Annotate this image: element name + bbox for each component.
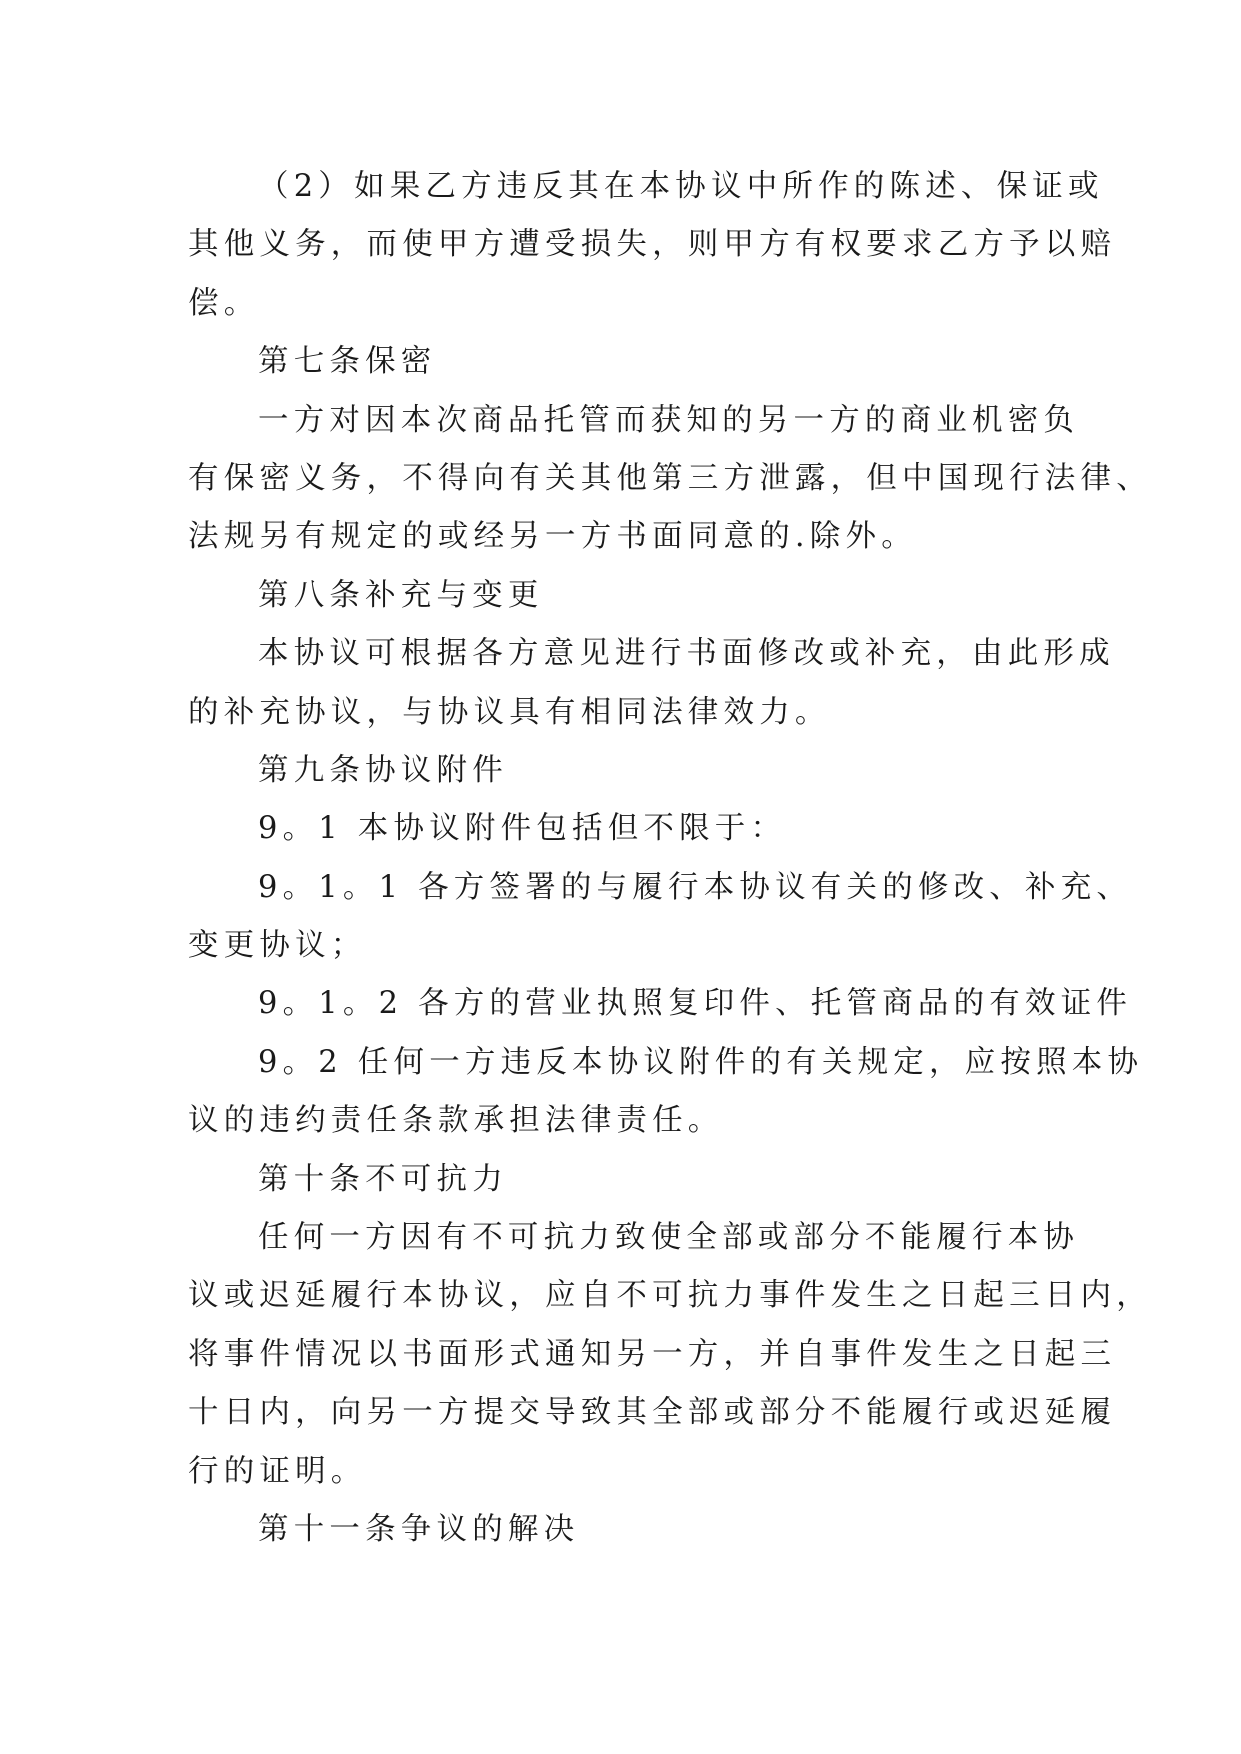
text-line: 将事件情况以书面形式通知另一方，并自事件发生之日起三 <box>188 1336 1117 1372</box>
text-line: 9。1。2 各方的营业执照复印件、托管商品的有效证件 <box>258 986 1133 1022</box>
text-line: 的补充协议，与协议具有相同法律效力。 <box>188 694 831 730</box>
text-line: 行的证明。 <box>188 1453 367 1489</box>
text-line: 议或迟延履行本协议，应自不可抗力事件发生之日起三日内， <box>188 1278 1152 1314</box>
text-line: 任何一方因有不可抗力致使全部或部分不能履行本协 <box>258 1220 1080 1256</box>
section-heading: 第八条补充与变更 <box>258 577 544 613</box>
text-line: 议的违约责任条款承担法律责任。 <box>188 1103 724 1139</box>
text-line: 9。2 任何一方违反本协议附件的有关规定，应按照本协 <box>258 1044 1144 1080</box>
section-heading: 第十一条争议的解决 <box>258 1511 580 1547</box>
text-line: 本协议可根据各方意见进行书面修改或补充，由此形成 <box>258 636 1115 672</box>
text-line: 法规另有规定的或经另一方书面同意的.除外。 <box>188 519 917 555</box>
section-heading: 第九条协议附件 <box>258 752 508 788</box>
text-line: 变更协议； <box>188 928 367 964</box>
text-line: 9。1 本协议附件包括但不限于： <box>258 811 787 847</box>
text-line: 一方对因本次商品托管而获知的另一方的商业机密负 <box>258 402 1080 438</box>
text-line: 有保密义务，不得向有关其他第三方泄露，但中国现行法律、 <box>188 460 1152 496</box>
document-body <box>188 158 1152 1559</box>
text-line: （2）如果乙方违反其在本协议中所作的陈述、保证或 <box>258 169 1104 204</box>
text-line: 偿。 <box>188 285 260 321</box>
section-heading: 第十条不可抗力 <box>258 1161 508 1197</box>
text-line: 9。1。1 各方签署的与履行本协议有关的修改、补充、 <box>258 869 1133 905</box>
text-line: 其他义务，而使甲方遭受损失，则甲方有权要求乙方予以赔 <box>188 227 1117 263</box>
text-line: 十日内，向另一方提交导致其全部或部分不能履行或迟延履 <box>188 1395 1117 1431</box>
section-heading: 第七条保密 <box>258 344 437 380</box>
